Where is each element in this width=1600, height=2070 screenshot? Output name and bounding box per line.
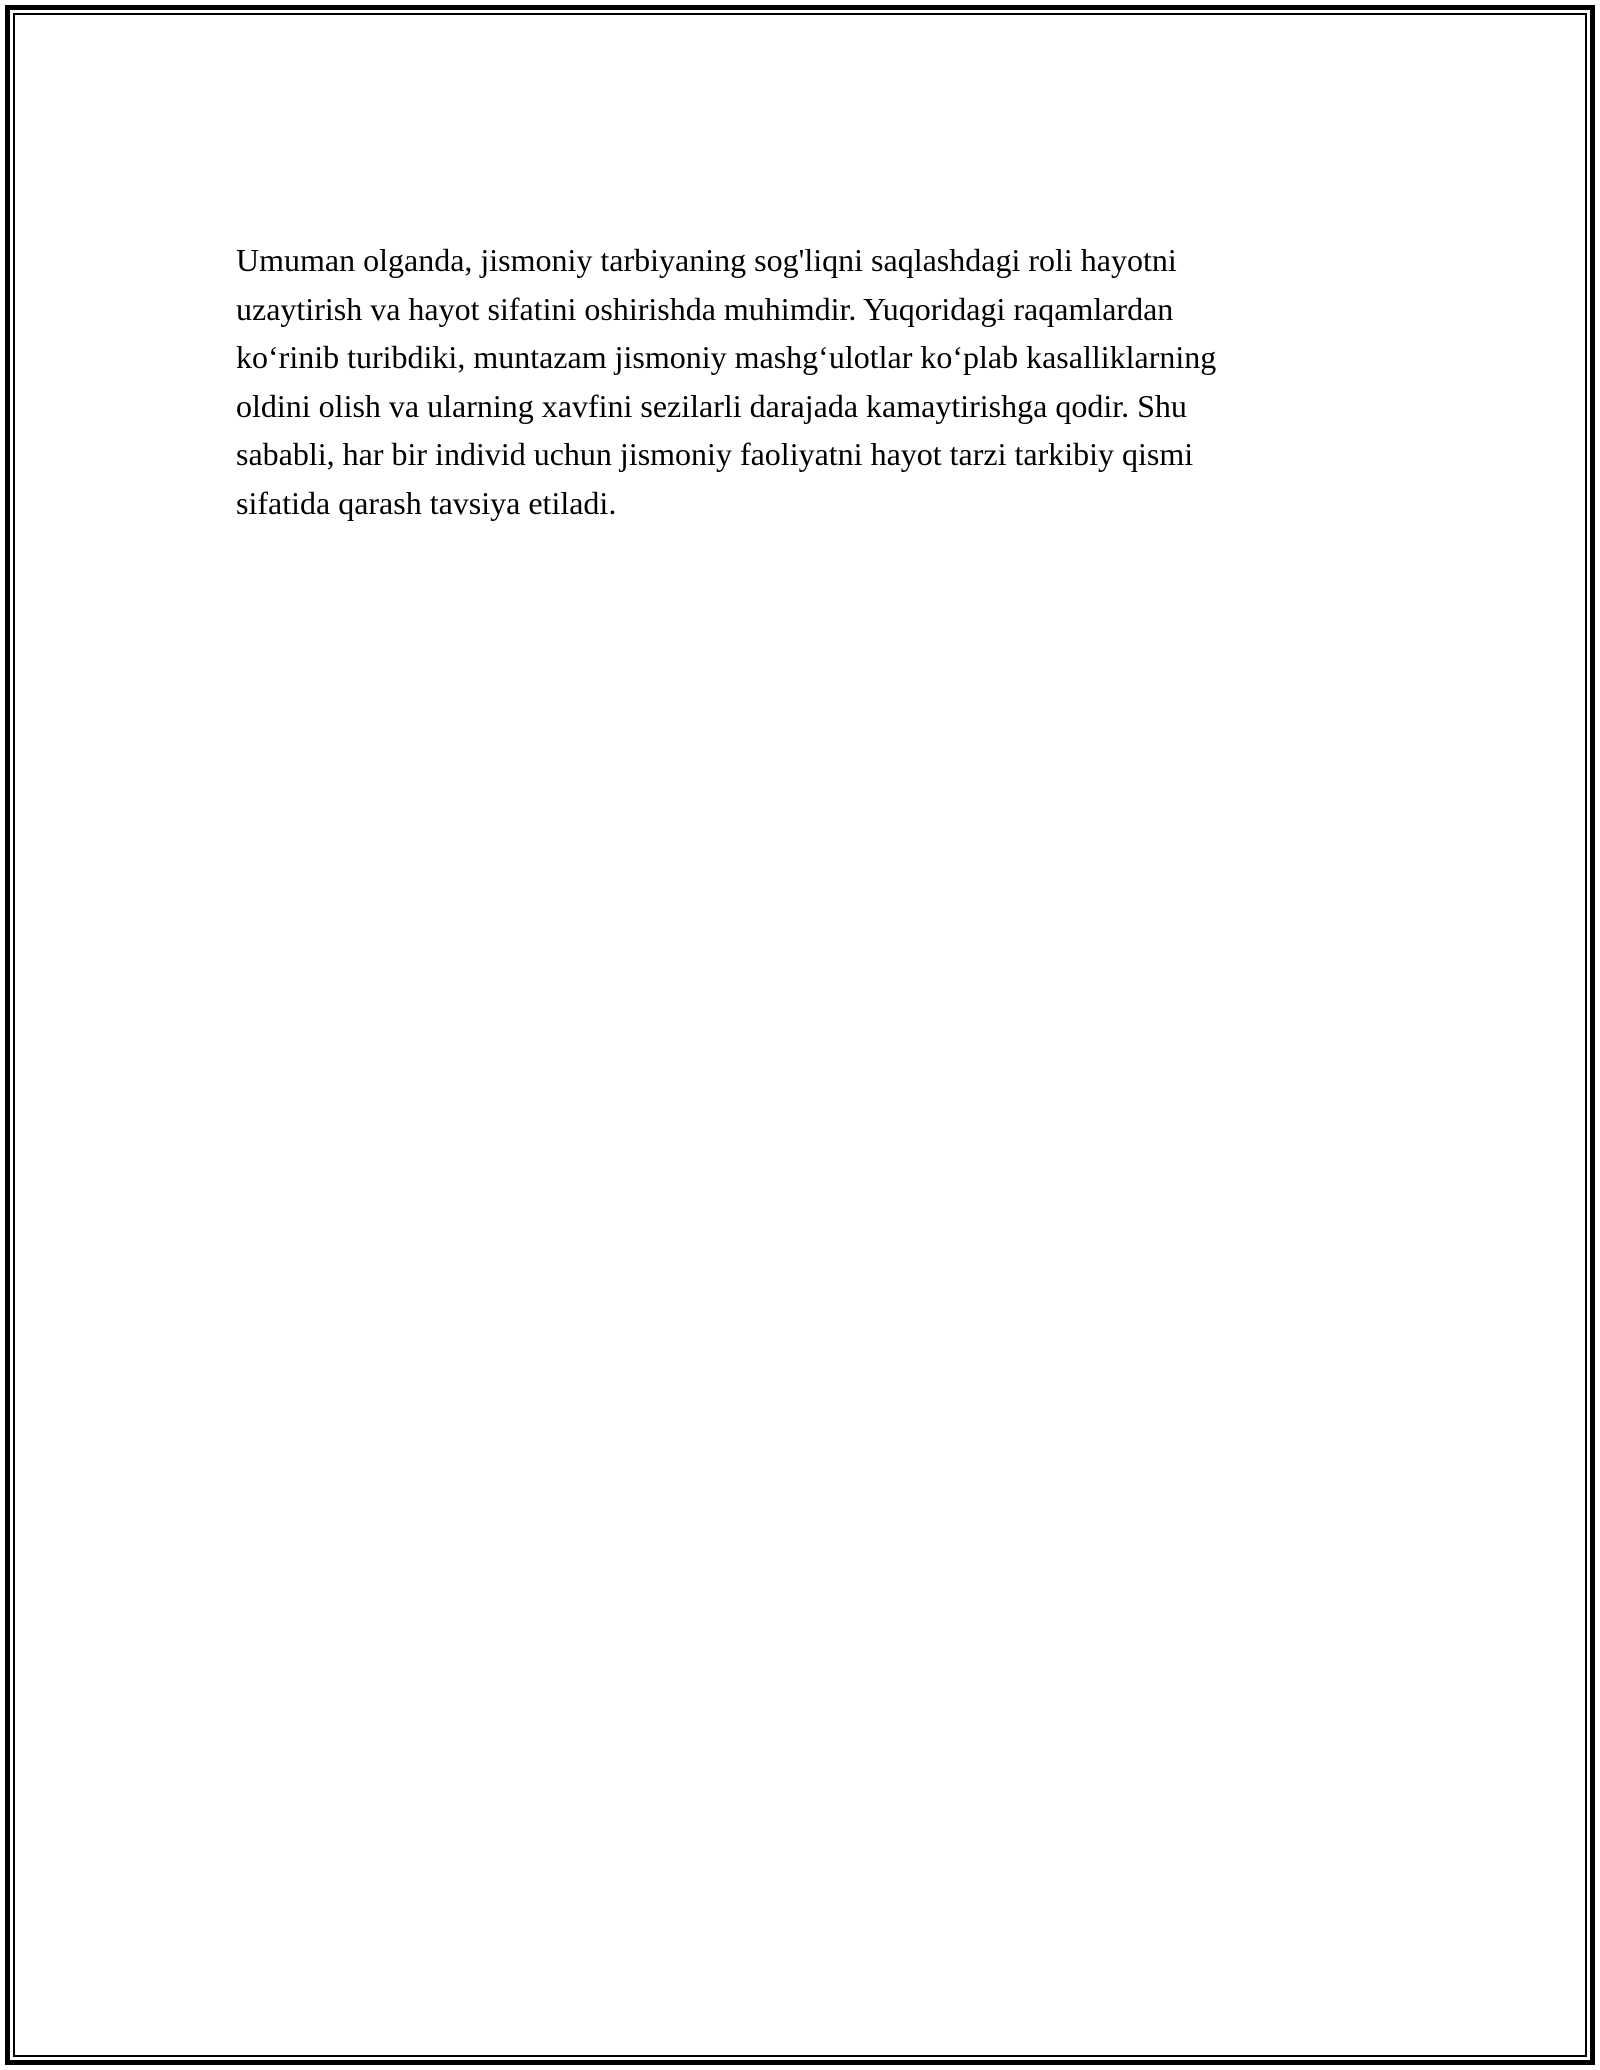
paragraph-line: ko‘rinib turibdiki, muntazam jismoniy mashg‘ulotlar ko‘plab kasalliklarning [236, 339, 1217, 375]
body-paragraph [236, 236, 1366, 527]
paragraph-line: sababli, har bir individ uchun jismoniy faoliyatni hayot tarzi tarkibiy qismi [236, 436, 1194, 472]
paragraph-line: oldini olish va ularning xavfini sezilarli darajada kamaytirishga qodir. Shu [236, 387, 1187, 424]
paragraph-line: Umuman olganda, jismoniy tarbiyaning sog'liqni saqlashdagi roli hayotni [236, 242, 1177, 278]
paragraph-line: uzaytirish va hayot sifatini oshirishda muhimdir. Yuqoridagi raqamlardan [236, 290, 1174, 327]
paragraph-line: sifatida qarash tavsiya etiladi. [236, 484, 617, 521]
